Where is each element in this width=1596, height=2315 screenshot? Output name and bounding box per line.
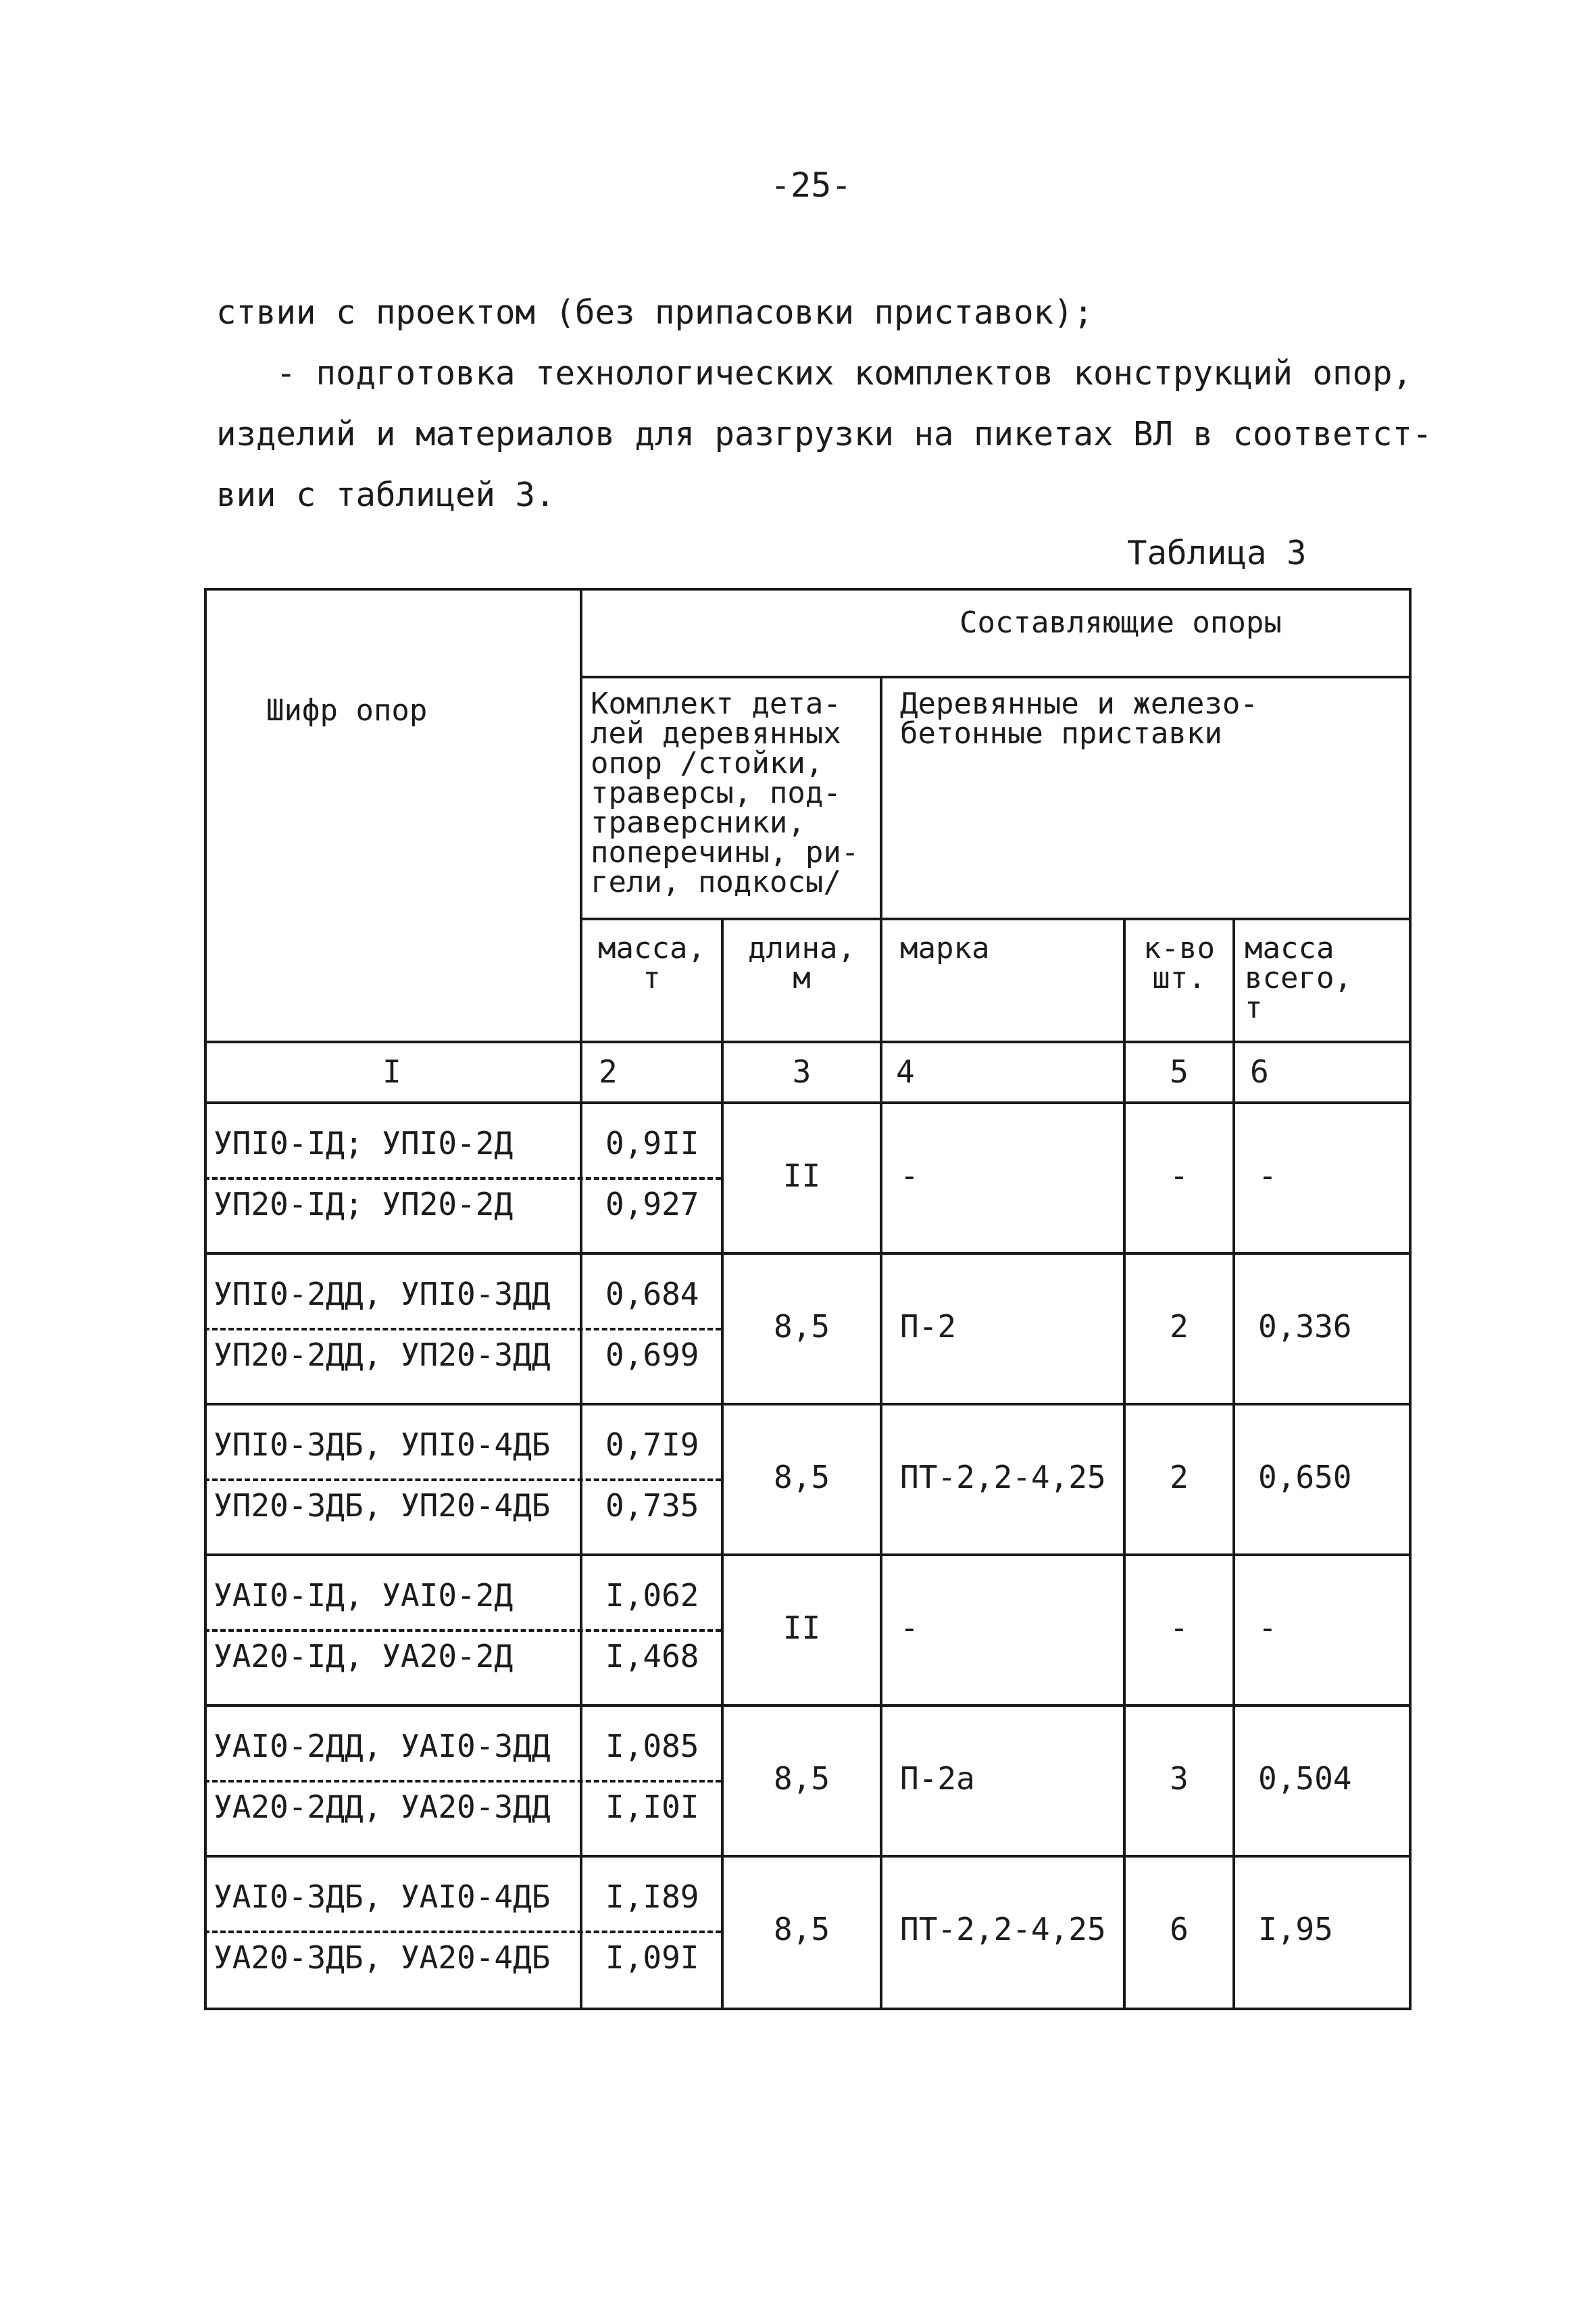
row-mass: 0,7I9 xyxy=(605,1426,699,1463)
row-code: УПI0-IД; УПI0-2Д xyxy=(214,1125,514,1162)
intro-line-1: ствии с проектом (без припасовки приставок); xyxy=(216,293,1094,332)
header-mark: марка xyxy=(900,931,990,966)
row-separator xyxy=(204,1328,721,1330)
row-code: УПI0-2ДД, УПI0-3ДД xyxy=(214,1276,551,1312)
group-length: II xyxy=(782,1610,821,1646)
group-total: I,95 xyxy=(1258,1911,1333,1947)
col-divider-3 xyxy=(880,676,882,2010)
group-separator xyxy=(204,1252,1412,1255)
intro-line-4: вии с таблицей 3. xyxy=(216,476,555,514)
group-mark: ПТ-2,2-4,25 xyxy=(900,1459,1106,1495)
rule-under-group-title xyxy=(582,676,1412,678)
table-border-top xyxy=(204,588,1412,591)
group-length: 8,5 xyxy=(773,1459,830,1495)
row-mass: I,I89 xyxy=(605,1878,699,1915)
header-qty: к-во шт. xyxy=(1143,931,1215,995)
components-table xyxy=(204,588,1412,2010)
intro-line-2: - подготовка технологических комплектов конструкций опор, xyxy=(216,354,1413,393)
group-qty: - xyxy=(1170,1610,1189,1646)
row-separator xyxy=(204,1177,721,1180)
row-code: УП20-3ДБ, УП20-4ДБ xyxy=(214,1487,551,1524)
group-qty: - xyxy=(1170,1158,1189,1194)
row-code: УА20-IД, УА20-2Д xyxy=(214,1638,514,1674)
header-mass: масса, т xyxy=(598,931,705,995)
row-code: УАI0-2ДД, УАI0-3ДД xyxy=(214,1728,551,1764)
group-length: 8,5 xyxy=(773,1760,830,1797)
col-number: 5 xyxy=(1170,1053,1189,1090)
row-mass: 0,735 xyxy=(605,1487,699,1524)
page-number: -25- xyxy=(770,166,852,205)
table-caption: Таблица 3 xyxy=(1127,534,1307,572)
row-mass: 0,9II xyxy=(605,1125,699,1162)
group-mark: - xyxy=(900,1610,919,1646)
group-mark: ПТ-2,2-4,25 xyxy=(900,1911,1106,1947)
row-mass: 0,684 xyxy=(605,1276,699,1312)
group-mark: П-2 xyxy=(900,1308,957,1345)
col-number: 3 xyxy=(792,1053,812,1090)
col-number: 6 xyxy=(1250,1053,1269,1090)
header-kit: Комплект дета- лей деревянных опор /стойки, траверсы, под- траверсники, поперечины, ри- гели, подкосы/ xyxy=(591,687,859,899)
group-total: 0,650 xyxy=(1258,1459,1352,1495)
row-code: УА20-2ДД, УА20-3ДД xyxy=(214,1789,551,1825)
group-length: 8,5 xyxy=(773,1308,830,1345)
col-divider-5 xyxy=(1232,918,1235,2010)
col-divider-1 xyxy=(580,588,582,2010)
row-mass: 0,927 xyxy=(605,1186,699,1222)
intro-line-3: изделий и материалов для разгрузки на пикетах ВЛ в соответст- xyxy=(216,415,1432,453)
group-mark: П-2а xyxy=(900,1760,975,1797)
group-qty: 2 xyxy=(1170,1308,1189,1345)
group-qty: 2 xyxy=(1170,1459,1189,1495)
group-length: 8,5 xyxy=(773,1911,830,1947)
row-code: УАI0-3ДБ, УАI0-4ДБ xyxy=(214,1878,551,1915)
group-mark: - xyxy=(900,1158,919,1194)
group-separator xyxy=(204,1855,1412,1858)
group-total: - xyxy=(1258,1158,1277,1194)
group-qty: 6 xyxy=(1170,1911,1189,1947)
row-code: УП20-IД; УП20-2Д xyxy=(214,1186,514,1222)
row-separator xyxy=(204,1629,721,1632)
group-total: 0,336 xyxy=(1258,1308,1352,1345)
header-group-title: Составляющие опоры xyxy=(959,605,1282,640)
row-mass: I,09I xyxy=(605,1939,699,1976)
group-separator xyxy=(204,1553,1412,1556)
table-border-right xyxy=(1409,588,1412,2010)
col-number: 2 xyxy=(599,1053,618,1090)
col-number: 4 xyxy=(896,1053,915,1090)
group-total: - xyxy=(1258,1610,1277,1646)
row-code: УПI0-3ДБ, УПI0-4ДБ xyxy=(214,1426,551,1463)
header-attachments: Деревянные и железо- бетонные приставки xyxy=(900,687,1258,751)
row-separator xyxy=(204,1931,721,1933)
group-separator xyxy=(204,1403,1412,1405)
header-shifr: Шифр опор xyxy=(266,693,428,728)
rule-under-col-numbers xyxy=(204,1101,1412,1104)
group-length: II xyxy=(782,1158,821,1194)
group-total: 0,504 xyxy=(1258,1760,1352,1797)
rule-under-subgroup xyxy=(582,918,1412,920)
row-mass: I,085 xyxy=(605,1728,699,1764)
rule-under-header xyxy=(204,1041,1412,1043)
row-mass: I,468 xyxy=(605,1638,699,1674)
header-length: длина, м xyxy=(748,931,855,995)
col-number: I xyxy=(382,1053,401,1090)
row-code: УАI0-IД, УАI0-2Д xyxy=(214,1577,514,1614)
row-code: УП20-2ДД, УП20-3ДД xyxy=(214,1337,551,1373)
row-mass: I,I0I xyxy=(605,1789,699,1825)
group-qty: 3 xyxy=(1170,1760,1189,1797)
row-separator xyxy=(204,1478,721,1481)
row-mass: 0,699 xyxy=(605,1337,699,1373)
header-mass-total: масса всего, т xyxy=(1245,931,1352,1025)
table-border-bottom xyxy=(204,2008,1412,2010)
table-border-left xyxy=(204,588,207,2010)
row-code: УА20-3ДБ, УА20-4ДБ xyxy=(214,1939,551,1976)
group-separator xyxy=(204,1704,1412,1707)
row-mass: I,062 xyxy=(605,1577,699,1614)
row-separator xyxy=(204,1780,721,1783)
